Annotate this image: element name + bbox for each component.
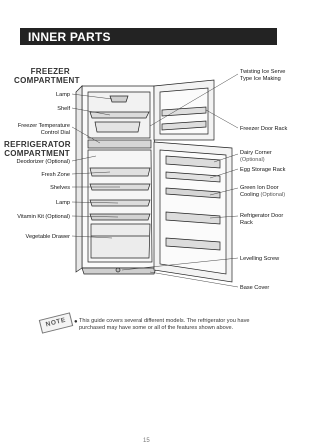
label-freezer-door-rack: Freezer Door Rack	[240, 126, 288, 132]
green-ion-optional-text: (Optional)	[260, 191, 286, 198]
dairy-corner-text: Dairy Corner	[240, 150, 272, 156]
label-lamp-top: Lamp	[56, 92, 70, 98]
label-shelves: Shelves	[50, 185, 70, 191]
label-egg-storage-rack: Egg Storage Rack	[240, 167, 286, 173]
label-refrigerator-door-rack: Refrigerator Door Rack	[240, 213, 284, 226]
page-title: INNER PARTS	[28, 30, 111, 44]
note-bullet: ●	[74, 319, 78, 325]
refrigerator-compartment-text: REFRIGERATOR COMPARTMENT	[4, 140, 71, 158]
control-panel	[88, 140, 151, 148]
fridge-shelf-2	[90, 200, 150, 206]
green-ion-text: Green Ion Door Cooling	[240, 185, 279, 198]
label-base-cover: Base Cover	[240, 285, 270, 291]
ice-tray	[95, 122, 140, 132]
vegetable-drawer	[91, 224, 150, 258]
label-fresh-zone: Fresh Zone	[41, 172, 70, 178]
label-shelf: Shelf	[57, 106, 70, 112]
label-vitamin-kit: Vitamin Kit (Optional)	[17, 214, 70, 220]
freezer-compartment-text: FREEZER COMPARTMENT	[14, 67, 80, 85]
freezer-lamp-fixture	[110, 96, 128, 102]
dairy-optional-text: (Optional)	[240, 156, 265, 163]
label-lamp-bottom: Lamp	[56, 200, 70, 206]
label-freezer-temperature-dial: Freezer Temperature Control Dial	[17, 123, 70, 136]
note-badge: NOTE	[39, 312, 73, 333]
label-deodorizer: Deodorizer (Optional)	[16, 159, 70, 165]
label-levelling-screw: Levelling Screw	[240, 256, 280, 262]
note-text: This guide covers several different models. The refrigerator you have purchased may have some or all of the features shown above.	[79, 318, 250, 331]
fresh-zone-drawer	[90, 168, 150, 176]
levelling-screw	[116, 268, 120, 272]
label-twisting-ice-serve: Twisting Ice Serve Type Ice Making	[240, 69, 286, 82]
label-vegetable-drawer: Vegetable Drawer	[25, 234, 70, 240]
vitamin-kit-shelf	[90, 214, 150, 220]
page-number: 15	[143, 438, 150, 444]
cabinet-side	[76, 86, 82, 272]
